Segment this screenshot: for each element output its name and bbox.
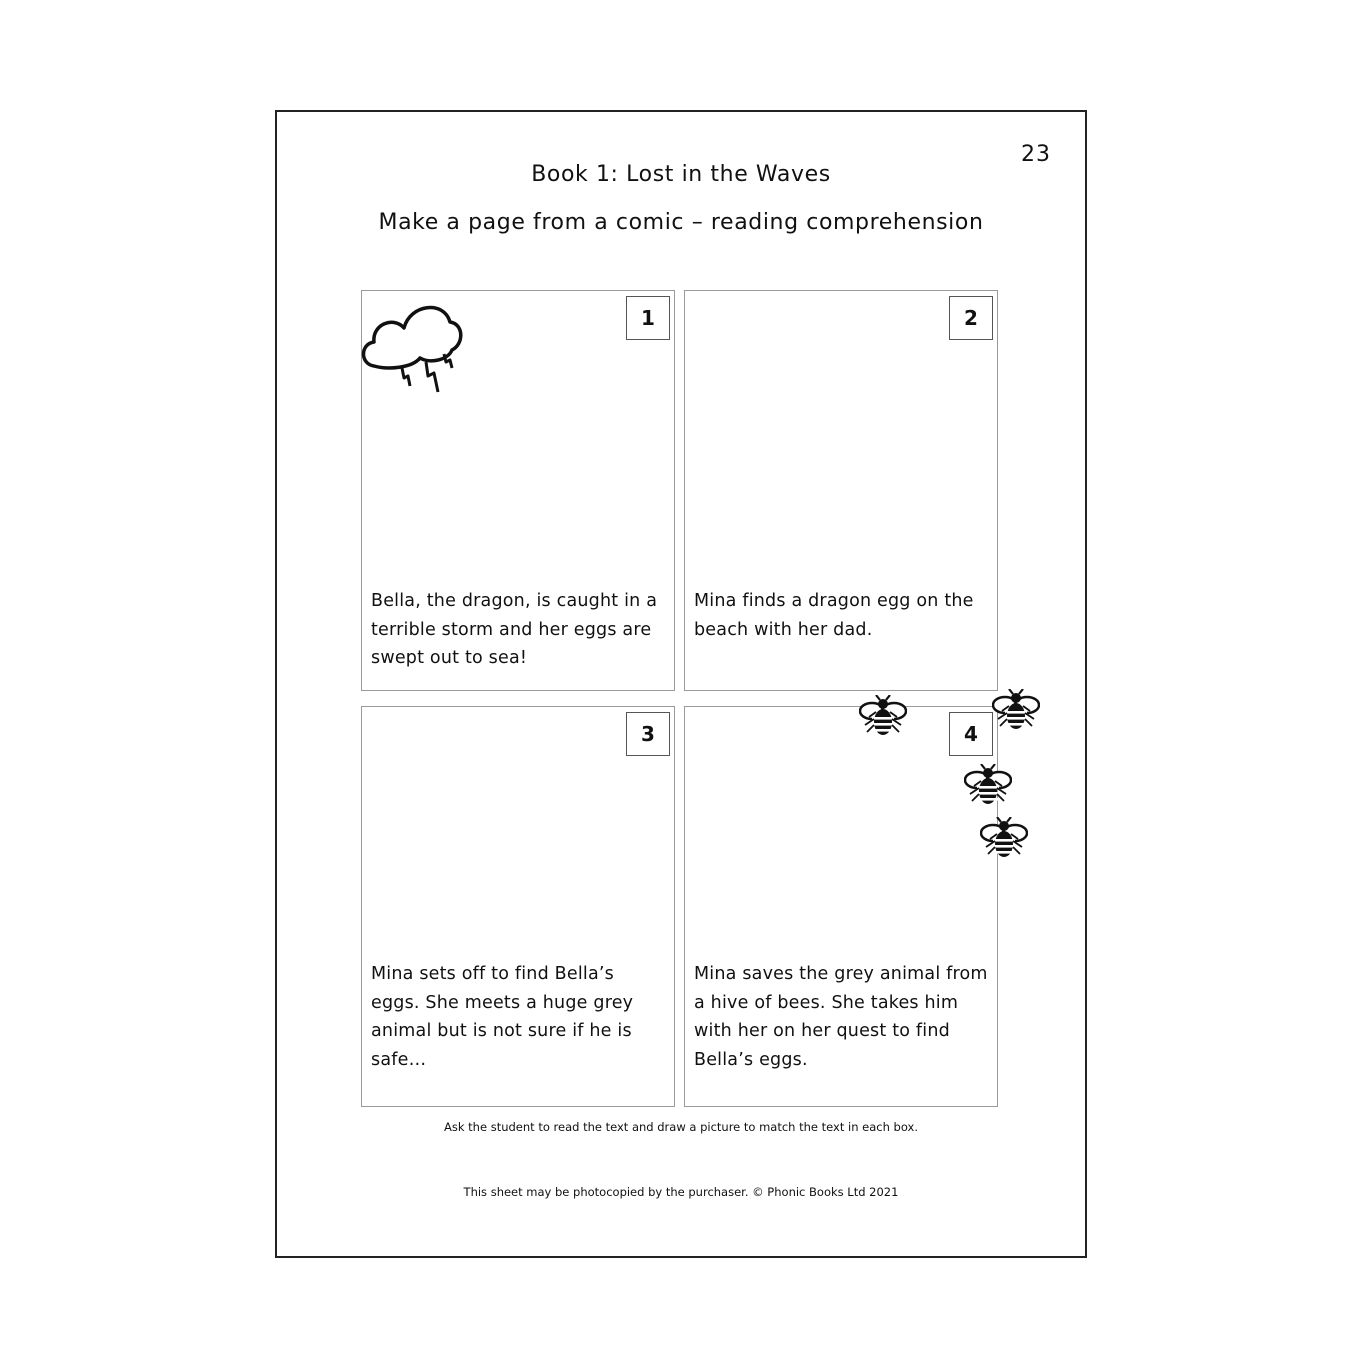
bee-icon bbox=[859, 695, 907, 739]
bee-icon bbox=[980, 817, 1028, 861]
page-subtitle: Make a page from a comic – reading comprehension bbox=[378, 210, 984, 235]
instruction-text: Ask the student to read the text and draw a picture to match the text in each box. bbox=[444, 1120, 918, 1134]
comic-panel-3 bbox=[361, 706, 675, 1107]
panel-number-4: 4 bbox=[949, 712, 993, 756]
comic-panel-2 bbox=[684, 290, 998, 691]
copyright-text: This sheet may be photocopied by the purchaser. © Phonic Books Ltd 2021 bbox=[463, 1185, 899, 1199]
panel-number-1: 1 bbox=[626, 296, 670, 340]
bee-icon bbox=[992, 689, 1040, 733]
panel-text-3: Mina sets off to find Bella’s eggs. She meets a huge grey animal but is not sure if he is safe… bbox=[371, 964, 634, 1070]
panel-number-3: 3 bbox=[626, 712, 670, 756]
page-title: Book 1: Lost in the Waves bbox=[531, 162, 831, 187]
panel-text-2: Mina finds a dragon egg on the beach with her dad. bbox=[694, 591, 974, 640]
panel-text-4: Mina saves the grey animal from a hive of bees. She takes him with her on her quest to find Bella’s eggs. bbox=[694, 964, 988, 1070]
comic-panel-4 bbox=[684, 706, 998, 1107]
panel-text-1: Bella, the dragon, is caught in a terrible storm and her eggs are swept out to sea! bbox=[371, 591, 658, 668]
worksheet-page bbox=[275, 110, 1087, 1258]
storm-cloud-icon bbox=[360, 296, 466, 398]
page-number: 23 bbox=[1021, 142, 1051, 167]
bee-icon bbox=[964, 764, 1012, 808]
panel-number-2: 2 bbox=[949, 296, 993, 340]
